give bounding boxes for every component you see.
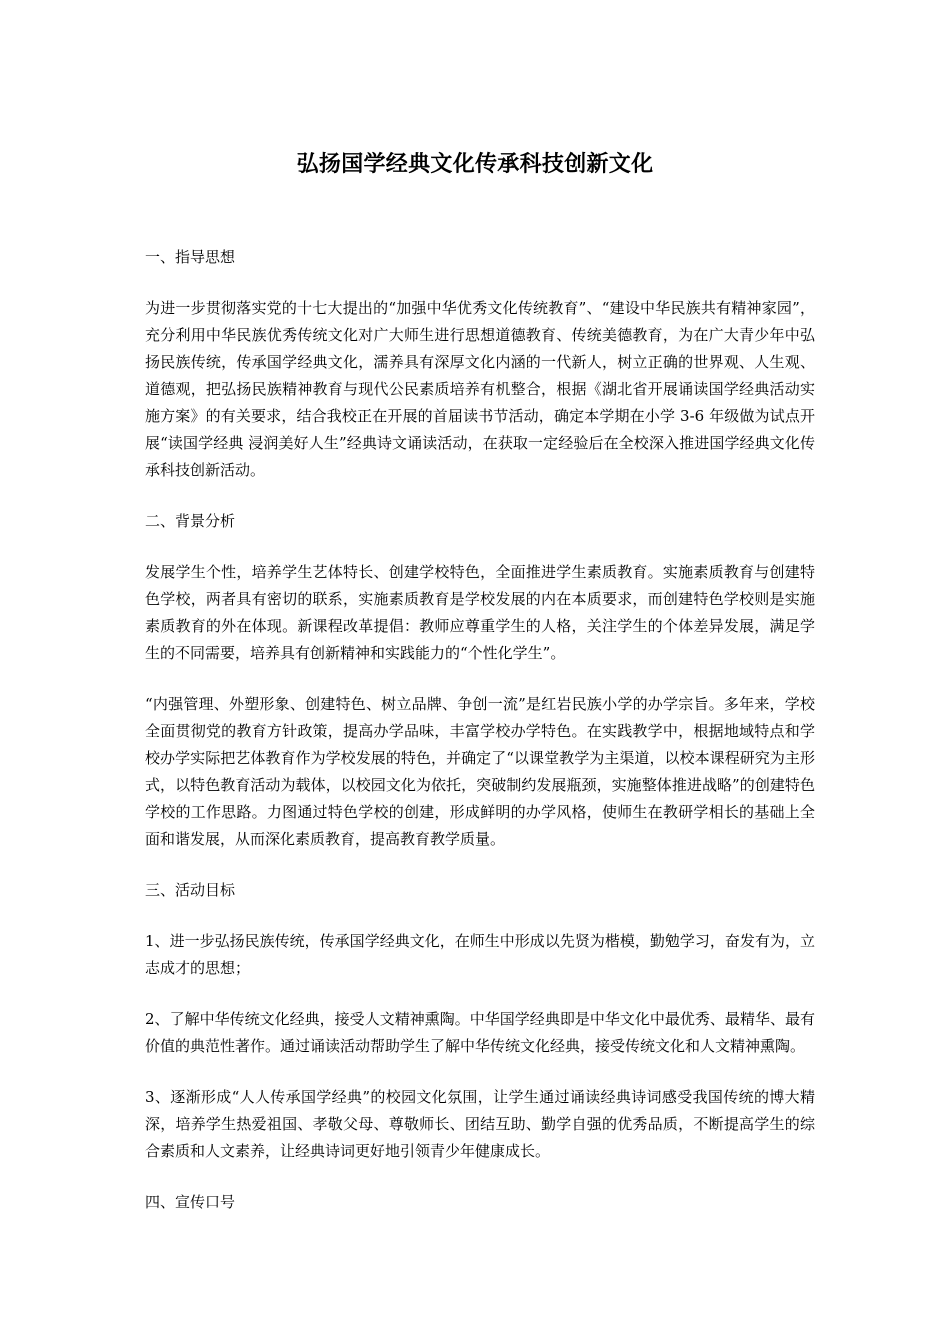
paragraph-background-1: 发展学生个性，培养学生艺体特长、创建学校特色，全面推进学生素质教育。实施素质教育与创建特色学校，两者具有密切的联系，实施素质教育是学校发展的内在本质要求，而创建特色学校则是实施素质教育的外在体现。新课程改革提倡：教师应尊重学生的人格，关注学生的个体差异发展，满足学生的不同需要，培养具有创新精神和实践能力的“个性化学生”。 bbox=[145, 563, 815, 662]
paragraph-guiding-thought: 为进一步贯彻落实党的十七大提出的“加强中华优秀文化传统教育”、“建设中华民族共有精神家园”，充分利用中华民族优秀传统文化对广大师生进行思想道德教育、传统美德教育，为在广大青少年中弘扬民族传统，传承国学经典文化，濡养具有深厚文化内涵的一代新人，树立正确的世界观、人生观、道德观，把弘扬民族精神教育与现代公民素质培养有机整合，根据《湖北省开展诵读国学经典活动实施方案》的有关要求，结合我校正在开展的首届读书节活动，确定本学期在小学 3-6 年级做为试点开展“读国学经典 浸润美好人生”经典诗文诵读活动，在获取一定经验后在全校深入推进国学经典文化传承科技创新活动。 bbox=[145, 299, 815, 479]
section-heading-goals: 三、活动目标 bbox=[145, 881, 236, 899]
paragraph-background-2: “内强管理、外塑形象、创建特色、树立品牌、争创一流”是红岩民族小学的办学宗旨。多年来，学校全面贯彻党的教育方针政策，提高办学品味，丰富学校办学特色。在实践教学中，根据地域特点和学校办学实际把艺体教育作为学校发展的特色，并确定了“以课堂教学为主渠道，以校本课程研究为主形式，以特色教育活动为载体，以校园文化为依托，突破制约发展瓶颈，实施整体推进战略”的创建特色学校的工作思路。力图通过特色学校的创建，形成鲜明的办学风格，使师生在教研学相长的基础上全面和谐发展，从而深化素质教育，提高教育教学质量。 bbox=[145, 695, 815, 848]
section-heading-guiding-thought: 一、指导思想 bbox=[145, 248, 236, 266]
paragraph-goal-1: 1、进一步弘扬民族传统，传承国学经典文化，在师生中形成以先贤为楷模，勤勉学习，奋发有为，立志成才的思想； bbox=[145, 932, 815, 977]
document-body bbox=[145, 244, 815, 1240]
section-heading-background: 二、背景分析 bbox=[145, 512, 236, 530]
document-title: 弘扬国学经典文化传承科技创新文化 bbox=[296, 150, 654, 177]
paragraph-goal-2: 2、了解中华传统文化经典，接受人文精神熏陶。中华国学经典即是中华文化中最优秀、最精华、最有价值的典范性著作。通过诵读活动帮助学生了解中华传统文化经典，接受传统文化和人文精神熏陶。 bbox=[145, 1010, 815, 1055]
paragraph-goal-3: 3、逐渐形成“人人传承国学经典”的校园文化氛围，让学生通过诵读经典诗词感受我国传统的博大精深，培养学生热爱祖国、孝敬父母、尊敬师长、团结互助、勤学自强的优秀品质，不断提高学生的综合素质和人文素养，让经典诗词更好地引领青少年健康成长。 bbox=[145, 1088, 815, 1160]
section-heading-slogan: 四、宣传口号 bbox=[145, 1193, 236, 1211]
